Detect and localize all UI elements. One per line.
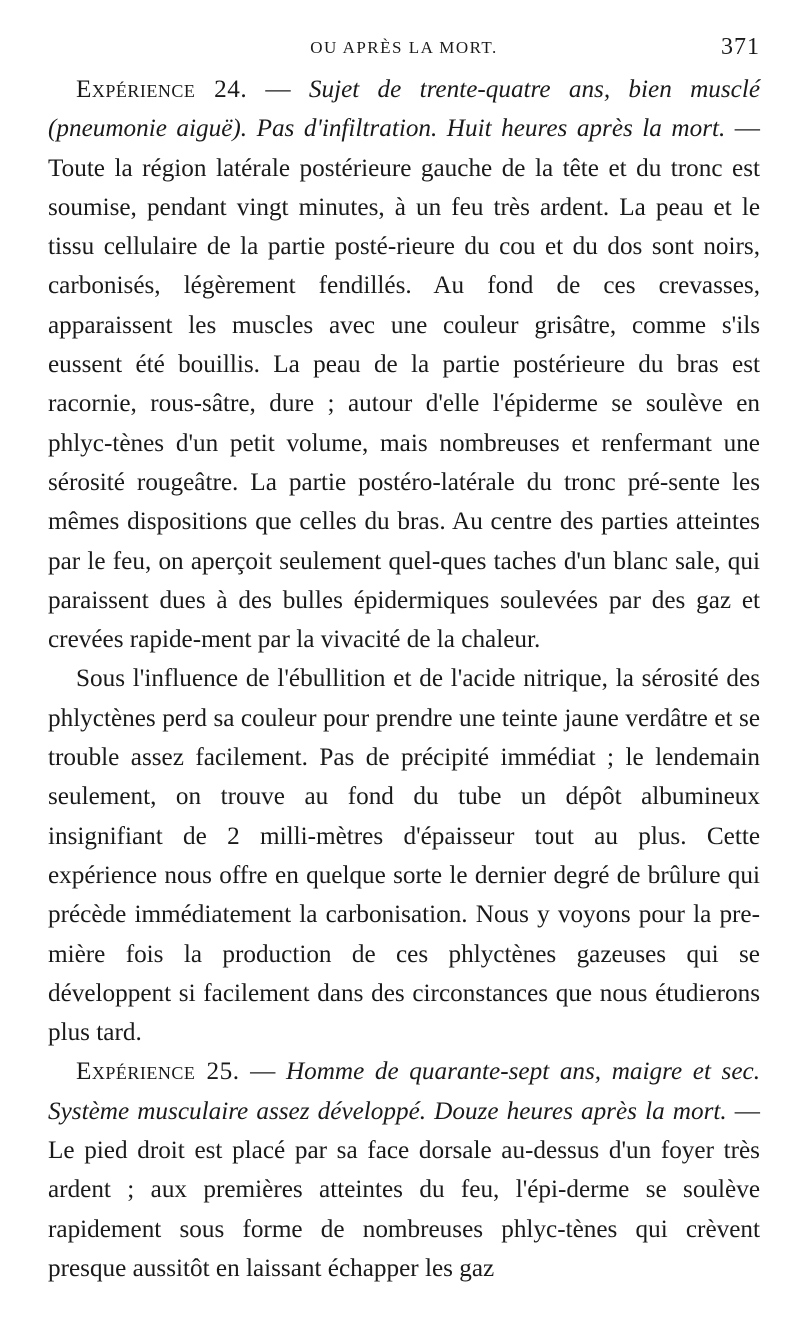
experience-25-paragraph: [48, 1052, 760, 1288]
page-number: 371: [721, 34, 760, 60]
experience-24-subject: Sujet de trente-quatre ans, bien musclé (pneumonie aiguë). Pas d'infiltration. Huit heures après la mort.: [48, 76, 761, 143]
page-body: [48, 70, 760, 1288]
experience-24-dash: —: [247, 76, 309, 103]
experience-25-label: Expérience 25.: [76, 1058, 240, 1086]
experience-24-paragraph-2: Sous l'influence de l'ébullition et de l'acide nitrique, la sérosité des phlyctènes perd sa couleur pour prendre une teinte jaune verdâtre et se trouble assez facilement. Pas de précipité immédiat ; le lendemain seulement, on trouve au fond du tube un dépôt albumineux insignifiant de 2 milli-mètres d'épaisseur tout au plus. Cette expérience nous offre en quelque sorte le dernier degré de brûlure qui précède immédiatement la carbonisation. Nous y voyons pour la pre-mière fois la production de ces phlyctènes gazeuses qui se développent si facilement dans des circonstances que nous étudierons plus tard.: [48, 665, 760, 1047]
experience-25-body: — Le pied droit est placé par sa face dorsale au-dessus d'un foyer très ardent ; aux premières atteintes du feu, l'épi-derme se soulève rapidement sous forme de nombreuses phlyc-tènes qui crèvent presque aussitôt en laissant échapper les gaz: [48, 1097, 760, 1282]
experience-25-subject: Homme de quarante-sept ans, maigre et sec. Système musculaire assez développé. Douze heures après la mort.: [48, 1058, 761, 1125]
running-header: [48, 0, 760, 70]
experience-24-paragraph: [48, 70, 760, 659]
experience-25-dash: —: [239, 1058, 286, 1086]
experience-24-body: — Toute la région latérale postérieure gauche de la tête et du tronc est soumise, pendant vingt minutes, à un feu très ardent. La peau et le tissu cellulaire de la partie posté-rieure du cou et du dos sont noirs, carbonisés, légèrement fendillés. Au fond de ces crevasses, apparaissent les muscles avec une couleur grisâtre, comme s'ils eussent été bouillis. La peau de la partie postérieure du bras est racornie, rous-sâtre, dure ; autour d'elle l'épiderme se soulève en phlyc-tènes d'un petit volume, mais nombreuses et renfermant une sérosité rougeâtre. La partie postéro-latérale du tronc pré-sente les mêmes dispositions que celles du bras. Au centre des parties atteintes par le feu, on aperçoit seulement quel-ques taches d'un blanc sale, qui paraissent dues à des bulles épidermiques soulevées par des gaz et crevées rapide-ment par la vivacité de la chaleur.: [48, 115, 760, 654]
experience-24-label: Expérience 24.: [76, 76, 248, 103]
running-title: OU APRÈS LA MORT.: [310, 38, 498, 57]
